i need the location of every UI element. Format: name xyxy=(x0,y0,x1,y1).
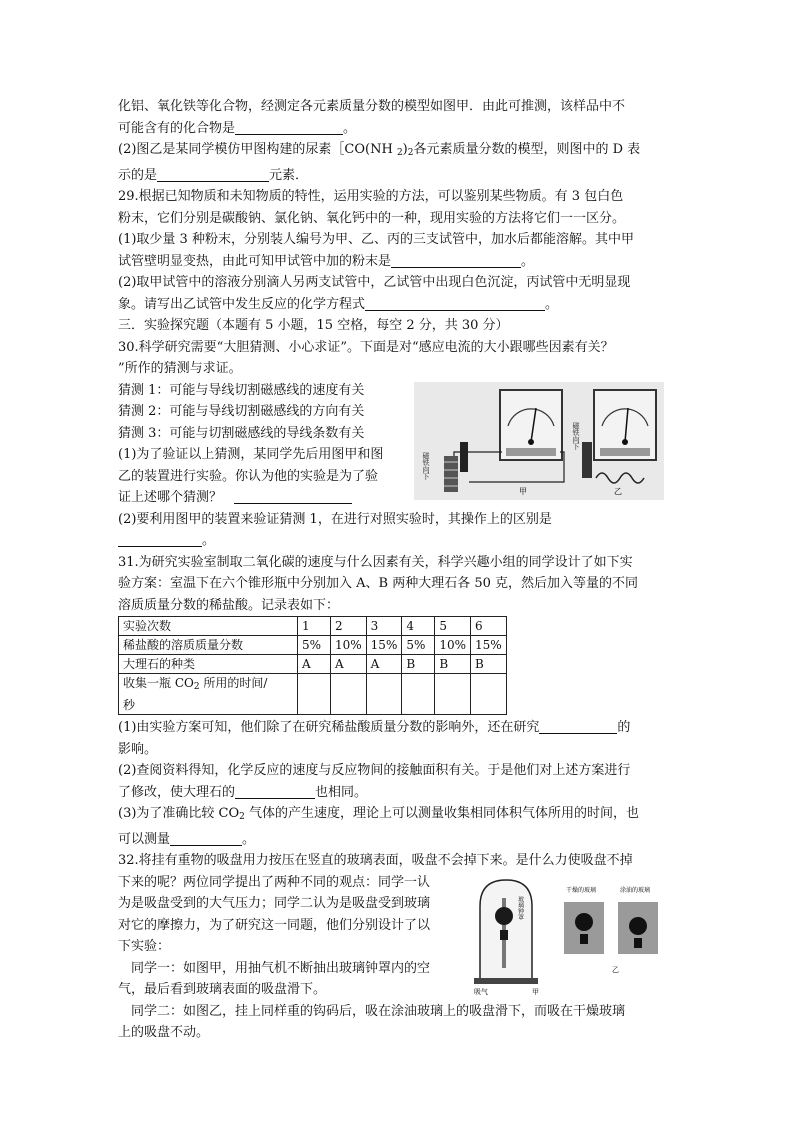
q28-2-text-d: 示的是 xyxy=(118,167,158,183)
table-cell-empty[interactable] xyxy=(298,674,331,715)
q32-line8: 同学二：如图乙，挂上同样重的钩码后，吸在涂油玻璃上的吸盘滑下，而吸在干燥玻璃 xyxy=(118,1003,626,1019)
guess-1: 猜测 1：可能与导线切割磁感线的速度有关 xyxy=(118,382,365,398)
q30-text-column xyxy=(118,380,408,509)
label-oiled-glass: 涂油的玻璃 xyxy=(620,886,651,894)
table-row xyxy=(119,636,507,655)
suction-cup-jia xyxy=(495,907,513,925)
intro-end: 。 xyxy=(343,120,357,136)
q29-s1-line1: (1)取少量 3 种粉末，分别装人编号为甲、乙、丙的三支试管中，加水后都能溶解。其中甲 xyxy=(118,232,634,247)
q31-s1-line1 xyxy=(118,717,678,739)
table-cell: 3 xyxy=(366,617,402,636)
answer-blank[interactable] xyxy=(234,489,352,504)
answer-blank[interactable] xyxy=(235,784,315,799)
suction-cup-oiled xyxy=(629,917,647,935)
table-cell: A xyxy=(298,655,331,674)
q30-s2-end: 。 xyxy=(202,533,216,548)
record-table xyxy=(118,616,507,715)
magnet-yi xyxy=(582,442,592,478)
q32-figure xyxy=(468,872,678,1001)
q29-line2: 粉末，它们分别是碳酸钠、氯化钠、氧化钙中的一种，现用实验的方法将它们一一区分。 xyxy=(118,210,626,226)
label-magnet-down: 磁铁向下 xyxy=(422,451,430,480)
q31-s3-text-c: 可以测量 xyxy=(118,831,171,847)
answer-blank[interactable] xyxy=(235,120,343,135)
q32-block xyxy=(118,872,678,1001)
q32-line9: 上的吸盘不动。 xyxy=(118,1025,210,1040)
q29-s2-line2 xyxy=(118,294,678,316)
intro-line1: 化铝、氧化铁等化合物，经测定各元素质量分数的模型如图甲．由此可推测，该样品中不 xyxy=(118,99,626,114)
label-yi: 乙 xyxy=(614,486,622,496)
label-bell-jar: 玻璃钟罩 xyxy=(516,895,524,920)
table-cell: 6 xyxy=(471,617,507,636)
q32-line4: 对它的摩擦力，为了研究这一同题，他们分别设计了以 xyxy=(118,917,431,933)
table-cell: 10% xyxy=(435,636,471,655)
q29-s1-end: 。 xyxy=(521,253,535,269)
label-magnet-down-2: 磁铁向下 xyxy=(572,421,580,450)
row-header-text: 收集一瓶 CO xyxy=(123,676,194,690)
answer-blank[interactable] xyxy=(365,296,545,311)
q31-s1-end: 的 xyxy=(617,720,631,735)
q30-s2-line1: (2)要利用图甲的装置来验证猜测 1，在进行对照实验时，其操作上的区别是 xyxy=(118,511,552,527)
table-cell: 2 xyxy=(331,617,367,636)
intro-text: 可能含有的化合物是 xyxy=(118,120,236,136)
exam-page xyxy=(118,96,678,1044)
q28-2-text-c: 各元素质量分数的模型，则图中的 D 表 xyxy=(413,142,641,157)
table-cell: 4 xyxy=(402,617,435,636)
q32-line6: 同学一：如图甲，用抽气机不断抽出玻璃钟罩内的空 xyxy=(118,960,431,976)
magnet-jia xyxy=(460,442,468,472)
table-cell: 5% xyxy=(298,636,331,655)
subscript: 2 xyxy=(407,148,414,158)
q32-text-column xyxy=(118,872,468,1001)
q30-s1-c-text: 证上述哪个猜测？ xyxy=(118,490,223,505)
subscript: 2 xyxy=(239,812,245,822)
table-cell: B xyxy=(435,655,471,674)
table-cell: 10% xyxy=(331,636,367,655)
row-header: 实验次数 xyxy=(119,617,298,636)
q31-s2-line2 xyxy=(118,782,678,804)
row-header: 大理石的种类 xyxy=(119,655,298,674)
q31-s3-text: (3)为了准确比较 CO xyxy=(118,806,240,821)
q30-s1-c xyxy=(118,487,408,509)
q30-line1: 30.科学研究需要“大胆猜测、小心求证”。下面是对“感应电流的大小跟哪些因素有关？ xyxy=(118,339,614,355)
row-header-text: 所用的时间/ xyxy=(199,676,268,690)
table-cell: 15% xyxy=(471,636,507,655)
table-row xyxy=(119,617,507,636)
table-row xyxy=(119,655,507,674)
table-cell: 5% xyxy=(402,636,435,655)
label-pump: 吸气 xyxy=(474,987,488,996)
q31-line3: 溶质质量分数的稀盐酸。记录表如下： xyxy=(118,597,340,613)
coil-jia xyxy=(444,456,458,492)
label-jia: 甲 xyxy=(519,486,527,496)
table-cell: B xyxy=(402,655,435,674)
q31-s3-end: 。 xyxy=(242,831,256,847)
q31-s3-line2 xyxy=(118,829,678,851)
galvanometer-figure xyxy=(414,382,664,500)
answer-blank[interactable] xyxy=(157,167,269,182)
q32-line2: 下来的呢？两位同学提出了两种不同的观点：同学一认 xyxy=(118,874,431,890)
q31-s3-line1 xyxy=(118,803,678,829)
q30-s2-line2 xyxy=(118,530,678,552)
q31-s3-text-b: 气体的产生速度，理论上可以测量收集相同体积气体所用的时间，也 xyxy=(244,806,640,821)
label-dry-glass: 干燥的玻璃 xyxy=(566,886,597,894)
answer-blank[interactable] xyxy=(391,253,521,268)
subscript: 2 xyxy=(396,148,403,158)
q32-line5: 下实验： xyxy=(118,939,171,954)
q31-s1-text: (1)由实验方案可知，他们除了在研究稀盐酸质量分数的影响外，还在研究 xyxy=(118,720,540,735)
table-cell-empty[interactable] xyxy=(331,674,367,715)
q29-s1-line2 xyxy=(118,251,678,273)
table-cell: A xyxy=(366,655,402,674)
row-header xyxy=(119,674,298,715)
guess-3: 猜测 3：可能与切割磁感线的导线条数有关 xyxy=(118,425,365,441)
q30-s1-a: (1)为了验证以上猜测，某同学先后用图甲和图 xyxy=(118,447,384,462)
q32-line7: 气，最后看到玻璃表面的吸盘滑下。 xyxy=(118,982,327,997)
answer-blank[interactable] xyxy=(118,532,202,547)
q31-s2-text: 了修改，使大理石的 xyxy=(118,784,236,800)
q31-s2-end: 也相同。 xyxy=(315,784,368,800)
q29-s2-text: 象。请写出乙试管中发生反应的化学方程式 xyxy=(118,296,366,312)
section-heading: 三．实验探究题（本题有 5 小题，15 空格，每空 2 分，共 30 分） xyxy=(118,318,509,333)
table-cell-empty[interactable] xyxy=(435,674,471,715)
guess-2: 猜测 2：可能与导线切割磁感线的方向有关 xyxy=(118,404,365,419)
q28-2-text-e: 元素． xyxy=(269,167,309,183)
q32-line3: 为是吸盘受到的大气压力；同学二认为是吸盘受到玻璃 xyxy=(118,896,431,911)
q30-block xyxy=(118,380,678,509)
q29-line1: 29.根据已知物质和未知物质的特性，运用实验的方法，可以鉴别某些物质。有 3 包白色 xyxy=(118,189,624,204)
q32-line1: 32.将挂有重物的吸盘用力按压在竖直的玻璃表面，吸盘不会掉下来。是什么力使吸盘不掉 xyxy=(118,853,633,868)
q31-s1-line2: 影响。 xyxy=(118,741,158,757)
table-cell: 5 xyxy=(435,617,471,636)
q31-line1: 31.为研究实验室制取二氧化碳的速度与什么因素有关，科学兴趣小组的同学设计了如下实 xyxy=(118,554,633,570)
table-cell-empty[interactable] xyxy=(366,674,402,715)
q28-2-line2 xyxy=(118,165,678,187)
table-cell: 1 xyxy=(298,617,331,636)
q28-2-text-a: (2)图乙是某同学模仿甲图构建的尿素［CO(NH xyxy=(118,142,397,157)
row-header-text: 秒 xyxy=(123,698,136,712)
q28-2-line1 xyxy=(118,139,678,165)
q29-s2-line1: (2)取甲试管中的溶液分别滴人另两支试管中，乙试管中出现白色沉淀，丙试管中无明显现 xyxy=(118,275,631,290)
q31-s2-line1: (2)查阅资料得知，化学反应的速度与反应物间的接触面积有关。于是他们对上述方案进行 xyxy=(118,763,631,778)
q30-line2: ”所作的猜测与求证。 xyxy=(118,361,242,376)
q31-line2: 验方案：室温下在六个锥形瓶中分别加入 A、B 两种大理石各 50 克，然后加入等量的不同 xyxy=(118,576,639,591)
table-cell: B xyxy=(471,655,507,674)
q29-s1-text: 试管壁明显变热，由此可知甲试管中加的粉末是 xyxy=(118,253,392,269)
label-yi: 乙 xyxy=(612,965,619,974)
table-cell: 15% xyxy=(366,636,402,655)
intro-line2 xyxy=(118,118,678,140)
answer-blank[interactable] xyxy=(539,719,617,734)
label-jia: 甲 xyxy=(532,987,539,996)
table-cell: A xyxy=(331,655,367,674)
suction-cup-dry xyxy=(575,913,593,931)
table-cell-empty[interactable] xyxy=(402,674,435,715)
suction-cup-figure xyxy=(468,872,673,996)
answer-blank[interactable] xyxy=(170,831,242,846)
q30-figure xyxy=(408,380,678,509)
q29-s2-end: 。 xyxy=(545,296,559,312)
table-row xyxy=(119,674,507,715)
q30-s1-b: 乙的装置进行实验。你认为他的实验是为了验 xyxy=(118,468,379,484)
table-cell-empty[interactable] xyxy=(471,674,507,715)
row-header: 稀盐酸的溶质质量分数 xyxy=(119,636,298,655)
subscript: 2 xyxy=(193,682,200,692)
q28-2-text-b: ) xyxy=(402,142,408,157)
